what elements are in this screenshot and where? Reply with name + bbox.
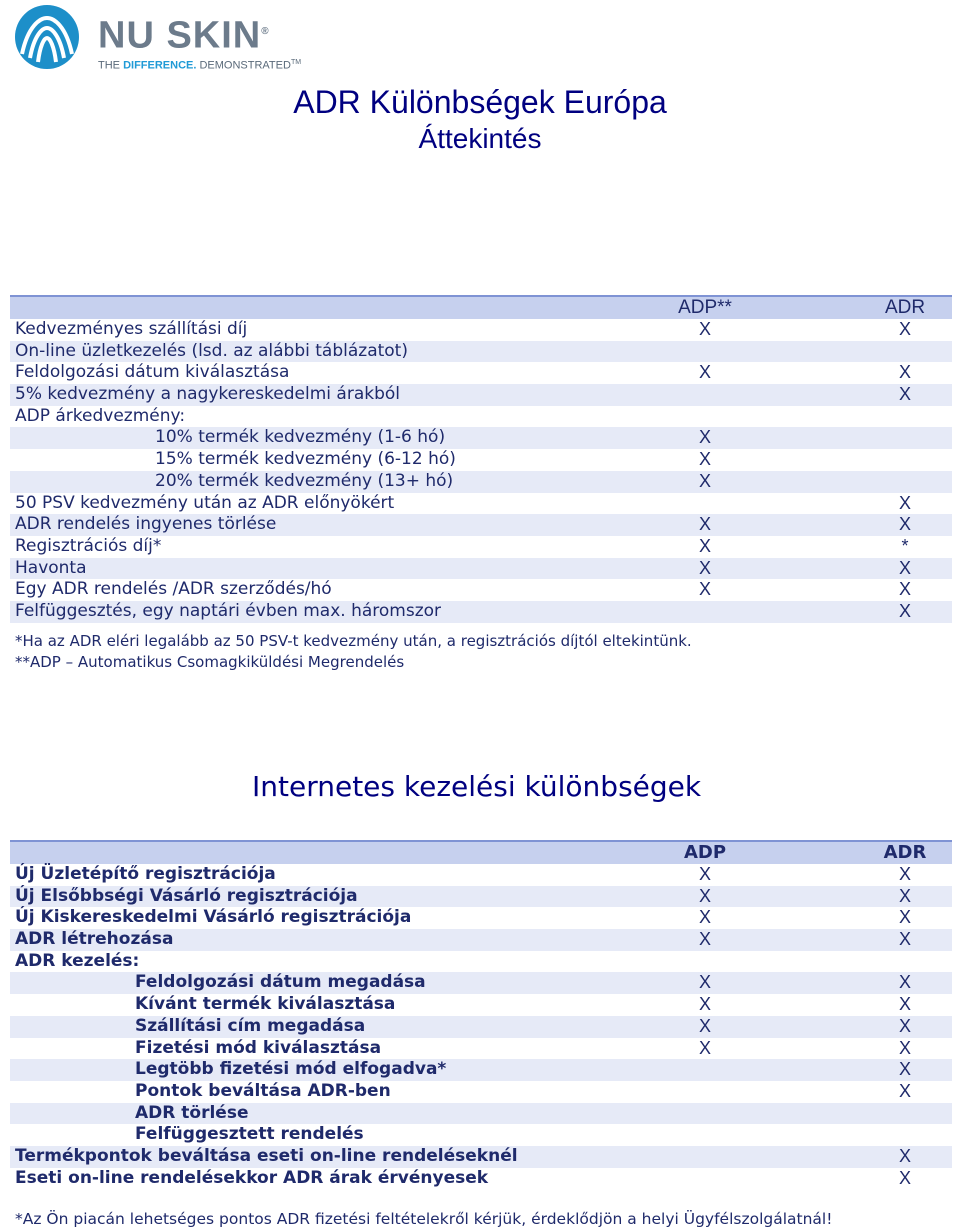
adp-cell: X <box>698 972 711 993</box>
adr-cell: X <box>898 864 911 884</box>
footnote-registration-fee: *Ha az ADR eléri legalább az 50 PSV-t kedvezmény után, a regisztrációs díjtól eltekintünk. <box>15 632 692 650</box>
adr-cell: X <box>898 972 911 993</box>
adp-cell: X <box>698 885 711 906</box>
table-row <box>10 601 952 623</box>
row-label: Eseti on-line rendelésekkor ADR árak érvényesek <box>15 1167 489 1188</box>
section-title-online: Internetes kezelési különbségek <box>252 770 702 803</box>
adr-comparison-table <box>10 295 952 623</box>
row-label: Új Üzletépítő regisztrációja <box>15 864 276 884</box>
table-row <box>10 536 952 558</box>
adp-cell: X <box>698 864 711 884</box>
table-row <box>10 493 952 515</box>
row-label: 50 PSV kedvezmény után az ADR előnyökért <box>15 492 395 513</box>
brand-name: NU SKIN® <box>98 14 270 57</box>
row-label: Fizetési mód kiválasztása <box>135 1037 382 1058</box>
adr-cell: * <box>901 535 909 556</box>
table-row <box>10 579 952 601</box>
page-subtitle: Áttekintés <box>418 123 542 154</box>
adr-cell: X <box>898 1145 911 1166</box>
row-label: Szállítási cím megadása <box>135 1015 366 1036</box>
adp-cell: X <box>698 579 711 600</box>
row-label: Egy ADR rendelés /ADR szerződés/hó <box>15 579 332 600</box>
row-label: ADR rendelés ingyenes törlése <box>15 514 277 535</box>
row-label: Regisztrációs díj* <box>15 535 162 556</box>
table-row <box>10 864 952 886</box>
adr-cell: X <box>898 994 911 1015</box>
brand-tagline: THE DIFFERENCE. DEMONSTRATED™ <box>98 58 302 72</box>
footnote-adp-definition: **ADP – Automatikus Csomagkiküldési Megrendelés <box>15 653 405 671</box>
table-row <box>10 1124 952 1146</box>
table-row <box>10 951 952 973</box>
adp-cell: X <box>698 557 711 578</box>
online-management-table <box>10 840 952 1189</box>
row-label: Kedvezményes szállítási díj <box>15 319 248 339</box>
adp-cell: X <box>698 1015 711 1036</box>
row-label: 10% termék kedvezmény (1-6 hó) <box>155 427 446 448</box>
adr-cell: X <box>898 1037 911 1058</box>
nu-skin-logo <box>14 4 314 72</box>
table-row <box>10 1016 952 1038</box>
row-label: Új Elsőbbségi Vásárló regisztrációja <box>15 885 358 906</box>
table-row <box>10 1059 952 1081</box>
table-row <box>10 427 952 449</box>
adr-cell: X <box>898 362 911 383</box>
column-header-adp: ADP** <box>678 297 732 318</box>
adr-cell: X <box>898 579 911 600</box>
row-label: 20% termék kedvezmény (13+ hó) <box>155 470 454 491</box>
adr-cell: X <box>898 1059 911 1080</box>
adp-cell: X <box>698 929 711 950</box>
row-label: Pontok beváltása ADR-ben <box>135 1080 391 1101</box>
adr-cell: X <box>898 492 911 513</box>
table-row <box>10 362 952 384</box>
adr-cell: X <box>898 929 911 950</box>
row-label: ADR létrehozása <box>15 929 174 950</box>
table-row <box>10 1038 952 1060</box>
adr-cell: X <box>898 907 911 928</box>
table-row <box>10 886 952 908</box>
adp-cell: X <box>698 427 711 448</box>
adr-cell: X <box>898 1167 911 1188</box>
row-label: 15% termék kedvezmény (6-12 hó) <box>155 449 456 470</box>
row-label: 5% kedvezmény a nagykereskedelmi árakból <box>15 384 400 405</box>
table-row <box>10 1146 952 1168</box>
row-label: Kívánt termék kiválasztása <box>135 994 396 1015</box>
row-label: Feldolgozási dátum megadása <box>135 972 426 993</box>
adp-cell: X <box>698 907 711 928</box>
footnote-payment-terms: *Az Ön piacán lehetséges pontos ADR fizetési feltételekről kérjük, érdeklődjön a helyi Ügyfélszolgálatnál! <box>15 1210 833 1228</box>
adp-cell: X <box>698 319 711 339</box>
adr-cell: X <box>898 557 911 578</box>
adp-cell: X <box>698 470 711 491</box>
table-row <box>10 341 952 363</box>
column-header-adr: ADR <box>883 842 927 863</box>
table-row <box>10 384 952 406</box>
adr-cell: X <box>898 319 911 339</box>
adr-cell: X <box>898 885 911 906</box>
adr-cell: X <box>898 514 911 535</box>
table-row <box>10 1103 952 1125</box>
adr-cell: X <box>898 1015 911 1036</box>
table-row <box>10 1168 952 1190</box>
row-label: Új Kiskereskedelmi Vásárló regisztrációja <box>15 907 412 928</box>
page-title: ADR Különbségek Európa <box>293 84 667 120</box>
adr-cell: X <box>898 600 911 621</box>
adp-cell: X <box>698 1037 711 1058</box>
row-label: ADP árkedvezmény: <box>15 405 186 426</box>
table-row <box>10 558 952 580</box>
table-row <box>10 972 952 994</box>
row-label: Legtöbb fizetési mód elfogadva* <box>135 1059 447 1080</box>
row-label: On-line üzletkezelés (lsd. az alábbi táblázatot) <box>15 340 408 361</box>
column-header-adr: ADR <box>884 297 926 318</box>
table-header <box>10 295 952 319</box>
row-label: ADR kezelés: <box>15 950 140 971</box>
table-row <box>10 406 952 428</box>
column-header-adp: ADP <box>683 842 727 863</box>
adp-cell: X <box>698 994 711 1015</box>
table-row <box>10 907 952 929</box>
table-header <box>10 840 952 864</box>
row-label: Felfüggesztés, egy naptári évben max. háromszor <box>15 600 442 621</box>
table-row <box>10 514 952 536</box>
table-row <box>10 1081 952 1103</box>
adr-cell: X <box>898 384 911 405</box>
table-row <box>10 994 952 1016</box>
nu-skin-logo-icon <box>14 4 80 70</box>
row-label: ADR törlése <box>135 1102 249 1123</box>
table-row <box>10 471 952 493</box>
row-label: Felfüggesztett rendelés <box>135 1124 364 1145</box>
table-row <box>10 319 952 341</box>
adp-cell: X <box>698 449 711 470</box>
adr-cell: X <box>898 1080 911 1101</box>
row-label: Feldolgozási dátum kiválasztása <box>15 362 290 383</box>
row-label: Havonta <box>15 557 87 578</box>
adp-cell: X <box>698 514 711 535</box>
table-row <box>10 929 952 951</box>
table-row <box>10 449 952 471</box>
adp-cell: X <box>698 362 711 383</box>
row-label: Termékpontok beváltása eseti on-line rendeléseknél <box>15 1145 518 1166</box>
adp-cell: X <box>698 535 711 556</box>
